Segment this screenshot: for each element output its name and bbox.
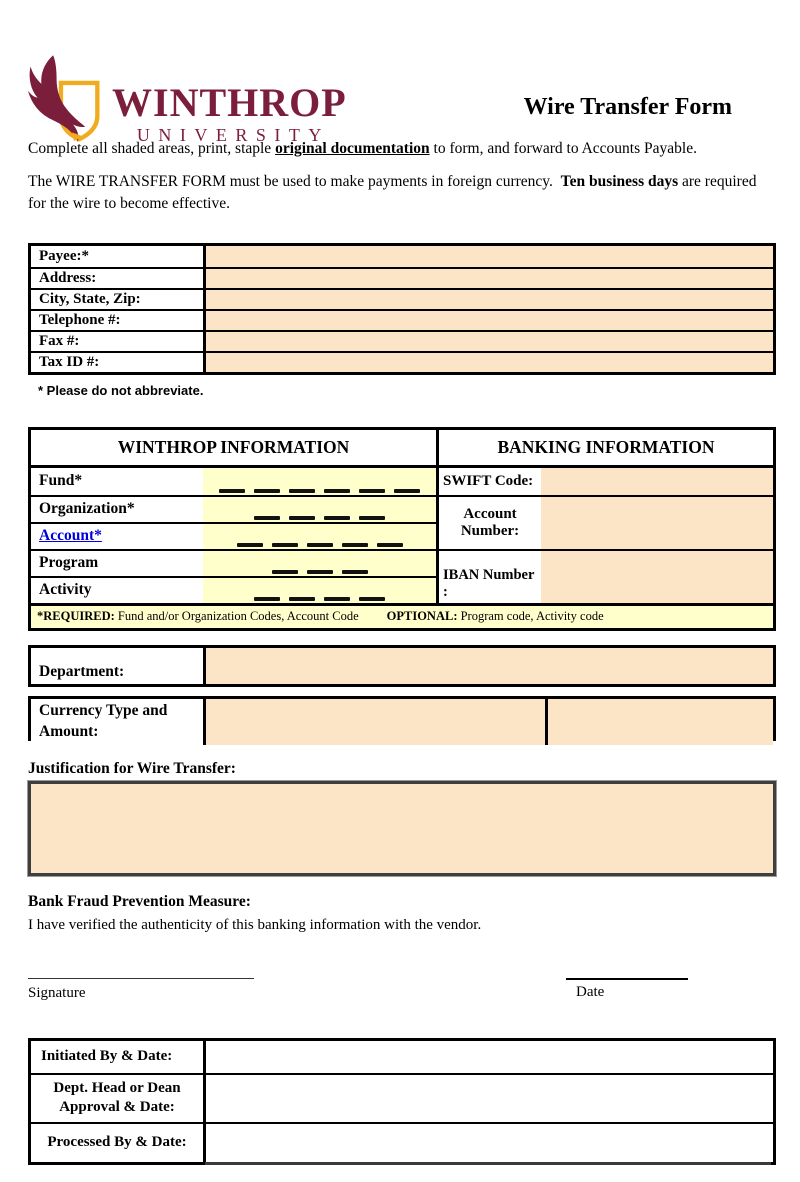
code-entry-dashes xyxy=(203,543,436,547)
account-link[interactable]: Account* xyxy=(39,527,102,545)
logo-word-university: UNIVERSITY xyxy=(136,125,330,146)
account-number-input[interactable] xyxy=(541,495,773,549)
currency-label: Currency Type and Amount: xyxy=(31,699,203,745)
activity-label: Activity xyxy=(31,576,203,603)
processed-by-input[interactable] xyxy=(203,1124,773,1162)
wire-transfer-form-page xyxy=(28,0,776,1165)
logo-wordmark xyxy=(112,80,347,147)
payee-input[interactable] xyxy=(203,246,773,267)
city-state-zip-label: City, State, Zip: xyxy=(31,290,203,309)
approval-table xyxy=(28,1038,776,1165)
intro-text: The WIRE TRANSFER FORM must be used to make payments in foreign currency. xyxy=(28,173,561,190)
account-number-label: Account Number: xyxy=(436,495,541,549)
justification-input[interactable] xyxy=(28,781,776,876)
account-code-input[interactable] xyxy=(203,522,436,549)
telephone-label: Telephone #: xyxy=(31,311,203,330)
table-row xyxy=(31,309,773,330)
organization-label: Organization* xyxy=(31,495,203,522)
table-row xyxy=(31,288,773,309)
form-header xyxy=(28,0,776,146)
intro-policy xyxy=(28,171,758,216)
account-label xyxy=(31,522,203,549)
iban-number-label: IBAN Number : xyxy=(436,549,541,603)
processed-by-label: Processed By & Date: xyxy=(31,1124,203,1162)
code-entry-dashes xyxy=(203,489,436,493)
code-entry-dashes xyxy=(203,570,436,574)
code-entry-dashes xyxy=(203,597,436,601)
winthrop-information-header: WINTHROP INFORMATION xyxy=(31,430,436,468)
justification-heading: Justification for Wire Transfer: xyxy=(28,759,236,777)
currency-amount-input[interactable] xyxy=(545,699,773,745)
signature-line[interactable] xyxy=(28,978,254,979)
payee-label: Payee:* xyxy=(31,246,203,267)
city-state-zip-input[interactable] xyxy=(203,290,773,309)
date-line[interactable] xyxy=(566,978,688,980)
table-row xyxy=(31,1073,773,1122)
codes-requirement-note xyxy=(31,603,773,628)
intro-emphasis: original documentation xyxy=(275,140,430,157)
currency-type-input[interactable] xyxy=(203,699,545,745)
fund-label: Fund* xyxy=(31,468,203,495)
initiated-by-input[interactable] xyxy=(203,1041,773,1073)
signature-area xyxy=(28,978,776,1002)
table-row xyxy=(31,1122,773,1162)
program-label: Program xyxy=(31,549,203,576)
swift-code-label: SWIFT Code: xyxy=(436,468,541,495)
intro-instruction xyxy=(28,140,776,158)
date-label: Date xyxy=(576,983,605,1000)
tax-id-input[interactable] xyxy=(203,353,773,372)
fax-input[interactable] xyxy=(203,332,773,351)
iban-number-input[interactable] xyxy=(541,549,773,603)
table-row xyxy=(31,1041,773,1073)
eagle-shield-icon xyxy=(28,52,106,152)
address-input[interactable] xyxy=(203,269,773,288)
winthrop-university-logo xyxy=(28,52,347,152)
swift-code-input[interactable] xyxy=(541,468,773,495)
department-input[interactable] xyxy=(203,648,773,684)
code-entry-dashes xyxy=(203,516,436,520)
address-label: Address: xyxy=(31,269,203,288)
intro-text: are required for the wire to become effective. xyxy=(28,173,757,213)
codes-table xyxy=(28,427,776,631)
telephone-input[interactable] xyxy=(203,311,773,330)
table-row xyxy=(31,246,773,267)
program-code-input[interactable] xyxy=(203,549,436,576)
banking-information-header: BANKING INFORMATION xyxy=(436,430,773,468)
table-row xyxy=(31,330,773,351)
currency-table xyxy=(28,696,776,741)
required-text: Fund and/or Organization Codes, Account Code xyxy=(114,608,359,623)
organization-code-input[interactable] xyxy=(203,495,436,522)
required-label: *REQUIRED: xyxy=(37,608,115,623)
payee-table xyxy=(28,243,776,375)
optional-label: OPTIONAL: xyxy=(386,608,458,623)
dept-head-approval-input[interactable] xyxy=(203,1075,773,1122)
intro-text: Complete all shaded areas, print, staple xyxy=(28,140,276,157)
logo-word-winthrop: WINTHROP xyxy=(112,80,347,126)
fund-code-input[interactable] xyxy=(203,468,436,495)
tax-id-label: Tax ID #: xyxy=(31,353,203,372)
intro-text: to form, and forward to Accounts Payable. xyxy=(429,140,697,157)
table-row xyxy=(31,351,773,372)
activity-code-input[interactable] xyxy=(203,576,436,603)
initiated-by-label: Initiated By & Date: xyxy=(31,1041,203,1073)
fax-label: Fax #: xyxy=(31,332,203,351)
fraud-prevention-text: I have verified the authenticity of this banking information with the vendor. xyxy=(28,916,482,933)
department-table xyxy=(28,645,776,687)
intro-emphasis: Ten business days xyxy=(560,173,679,190)
dept-head-approval-label: Dept. Head or Dean Approval & Date: xyxy=(31,1075,203,1122)
abbreviation-footnote: * Please do not abbreviate. xyxy=(38,382,204,398)
optional-text: Program code, Activity code xyxy=(457,608,604,623)
fraud-prevention-heading: Bank Fraud Prevention Measure: xyxy=(28,892,251,910)
page-title: Wire Transfer Form xyxy=(523,94,732,120)
signature-label: Signature xyxy=(28,984,86,1001)
department-label: Department: xyxy=(31,648,203,684)
table-row xyxy=(31,267,773,288)
